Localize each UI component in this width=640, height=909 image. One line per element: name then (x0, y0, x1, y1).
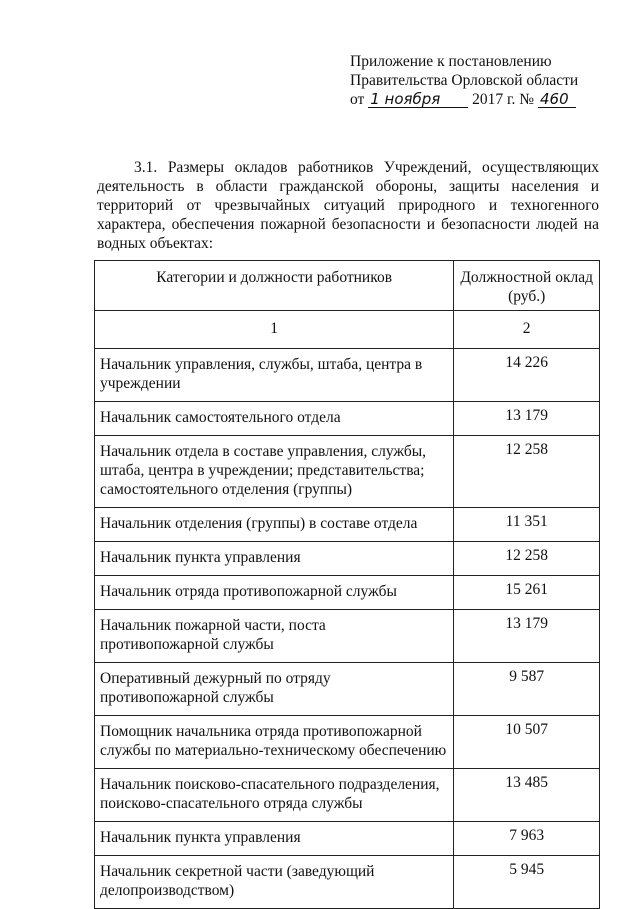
salary-cell: 13 179 (454, 402, 600, 436)
salary-cell: 10 507 (454, 716, 600, 769)
table-row (95, 402, 600, 436)
table-row (95, 663, 600, 716)
table-row (95, 822, 600, 856)
column-numbers-row (95, 311, 600, 349)
salary-cell: 13 179 (454, 610, 600, 663)
intro-paragraph: 3.1. Размеры окладов работников Учреждений, осуществляющих деятельность в области гражданской обороны, защиты населения и территорий от чрезвычайных ситуаций природного и техногенного характера, обеспечения пожарной безопасности и безопасности людей на водных объектах: (97, 159, 599, 252)
header-line-2: Правительства Орловской области (350, 72, 579, 89)
position-cell: Начальник отряда противопожарной службы (95, 576, 454, 610)
table-row (95, 716, 600, 769)
table-row (95, 542, 600, 576)
salary-cell: 11 351 (454, 508, 600, 542)
table-row (95, 349, 600, 402)
header-line-1: Приложение к постановлению (350, 53, 552, 70)
salary-cell: 9 587 (454, 663, 600, 716)
column-number-1: 1 (95, 311, 454, 349)
salary-cell: 14 226 (454, 349, 600, 402)
table-row (95, 769, 600, 822)
position-cell: Начальник пожарной части, поста противопожарной службы (95, 610, 454, 663)
table-row (95, 508, 600, 542)
position-cell: Начальник отдела в составе управления, службы, штаба, центра в учреждении; представительства; самостоятельного отделения (группы) (95, 436, 454, 508)
table-row (95, 436, 600, 508)
position-cell: Начальник отделения (группы) в составе отдела (95, 508, 454, 542)
table-row (95, 610, 600, 663)
header-date-line (350, 90, 620, 109)
from-prefix: от (350, 91, 365, 108)
table-header-row (95, 261, 600, 311)
position-cell: Начальник поисково-спасательного подразделения, поисково-спасательного отряда службы (95, 769, 454, 822)
document-header (350, 52, 620, 109)
position-cell: Оперативный дежурный по отряду противопожарной службы (95, 663, 454, 716)
header-position: Категории и должности работников (95, 261, 454, 311)
table-row (95, 856, 600, 909)
header-salary: Должностной оклад (руб.) (454, 261, 600, 311)
salary-cell: 5 945 (454, 856, 600, 909)
salary-cell: 12 258 (454, 436, 600, 508)
position-cell: Начальник самостоятельного отдела (95, 402, 454, 436)
salary-cell: 13 485 (454, 769, 600, 822)
column-number-2: 2 (454, 311, 600, 349)
position-cell: Начальник управления, службы, штаба, центра в учреждении (95, 349, 454, 402)
handwritten-number: 460 (538, 92, 576, 108)
handwritten-date: 1 ноября (368, 92, 468, 108)
salary-cell: 15 261 (454, 576, 600, 610)
salary-table (94, 260, 600, 909)
salary-cell: 7 963 (454, 822, 600, 856)
position-cell: Помощник начальника отряда противопожарной службы по материально-техническому обеспечению (95, 716, 454, 769)
table-row (95, 576, 600, 610)
position-cell: Начальник пункта управления (95, 822, 454, 856)
position-cell: Начальник секретной части (заведующий делопроизводством) (95, 856, 454, 909)
salary-cell: 12 258 (454, 542, 600, 576)
year-text: 2017 г. № (472, 91, 535, 108)
position-cell: Начальник пункта управления (95, 542, 454, 576)
